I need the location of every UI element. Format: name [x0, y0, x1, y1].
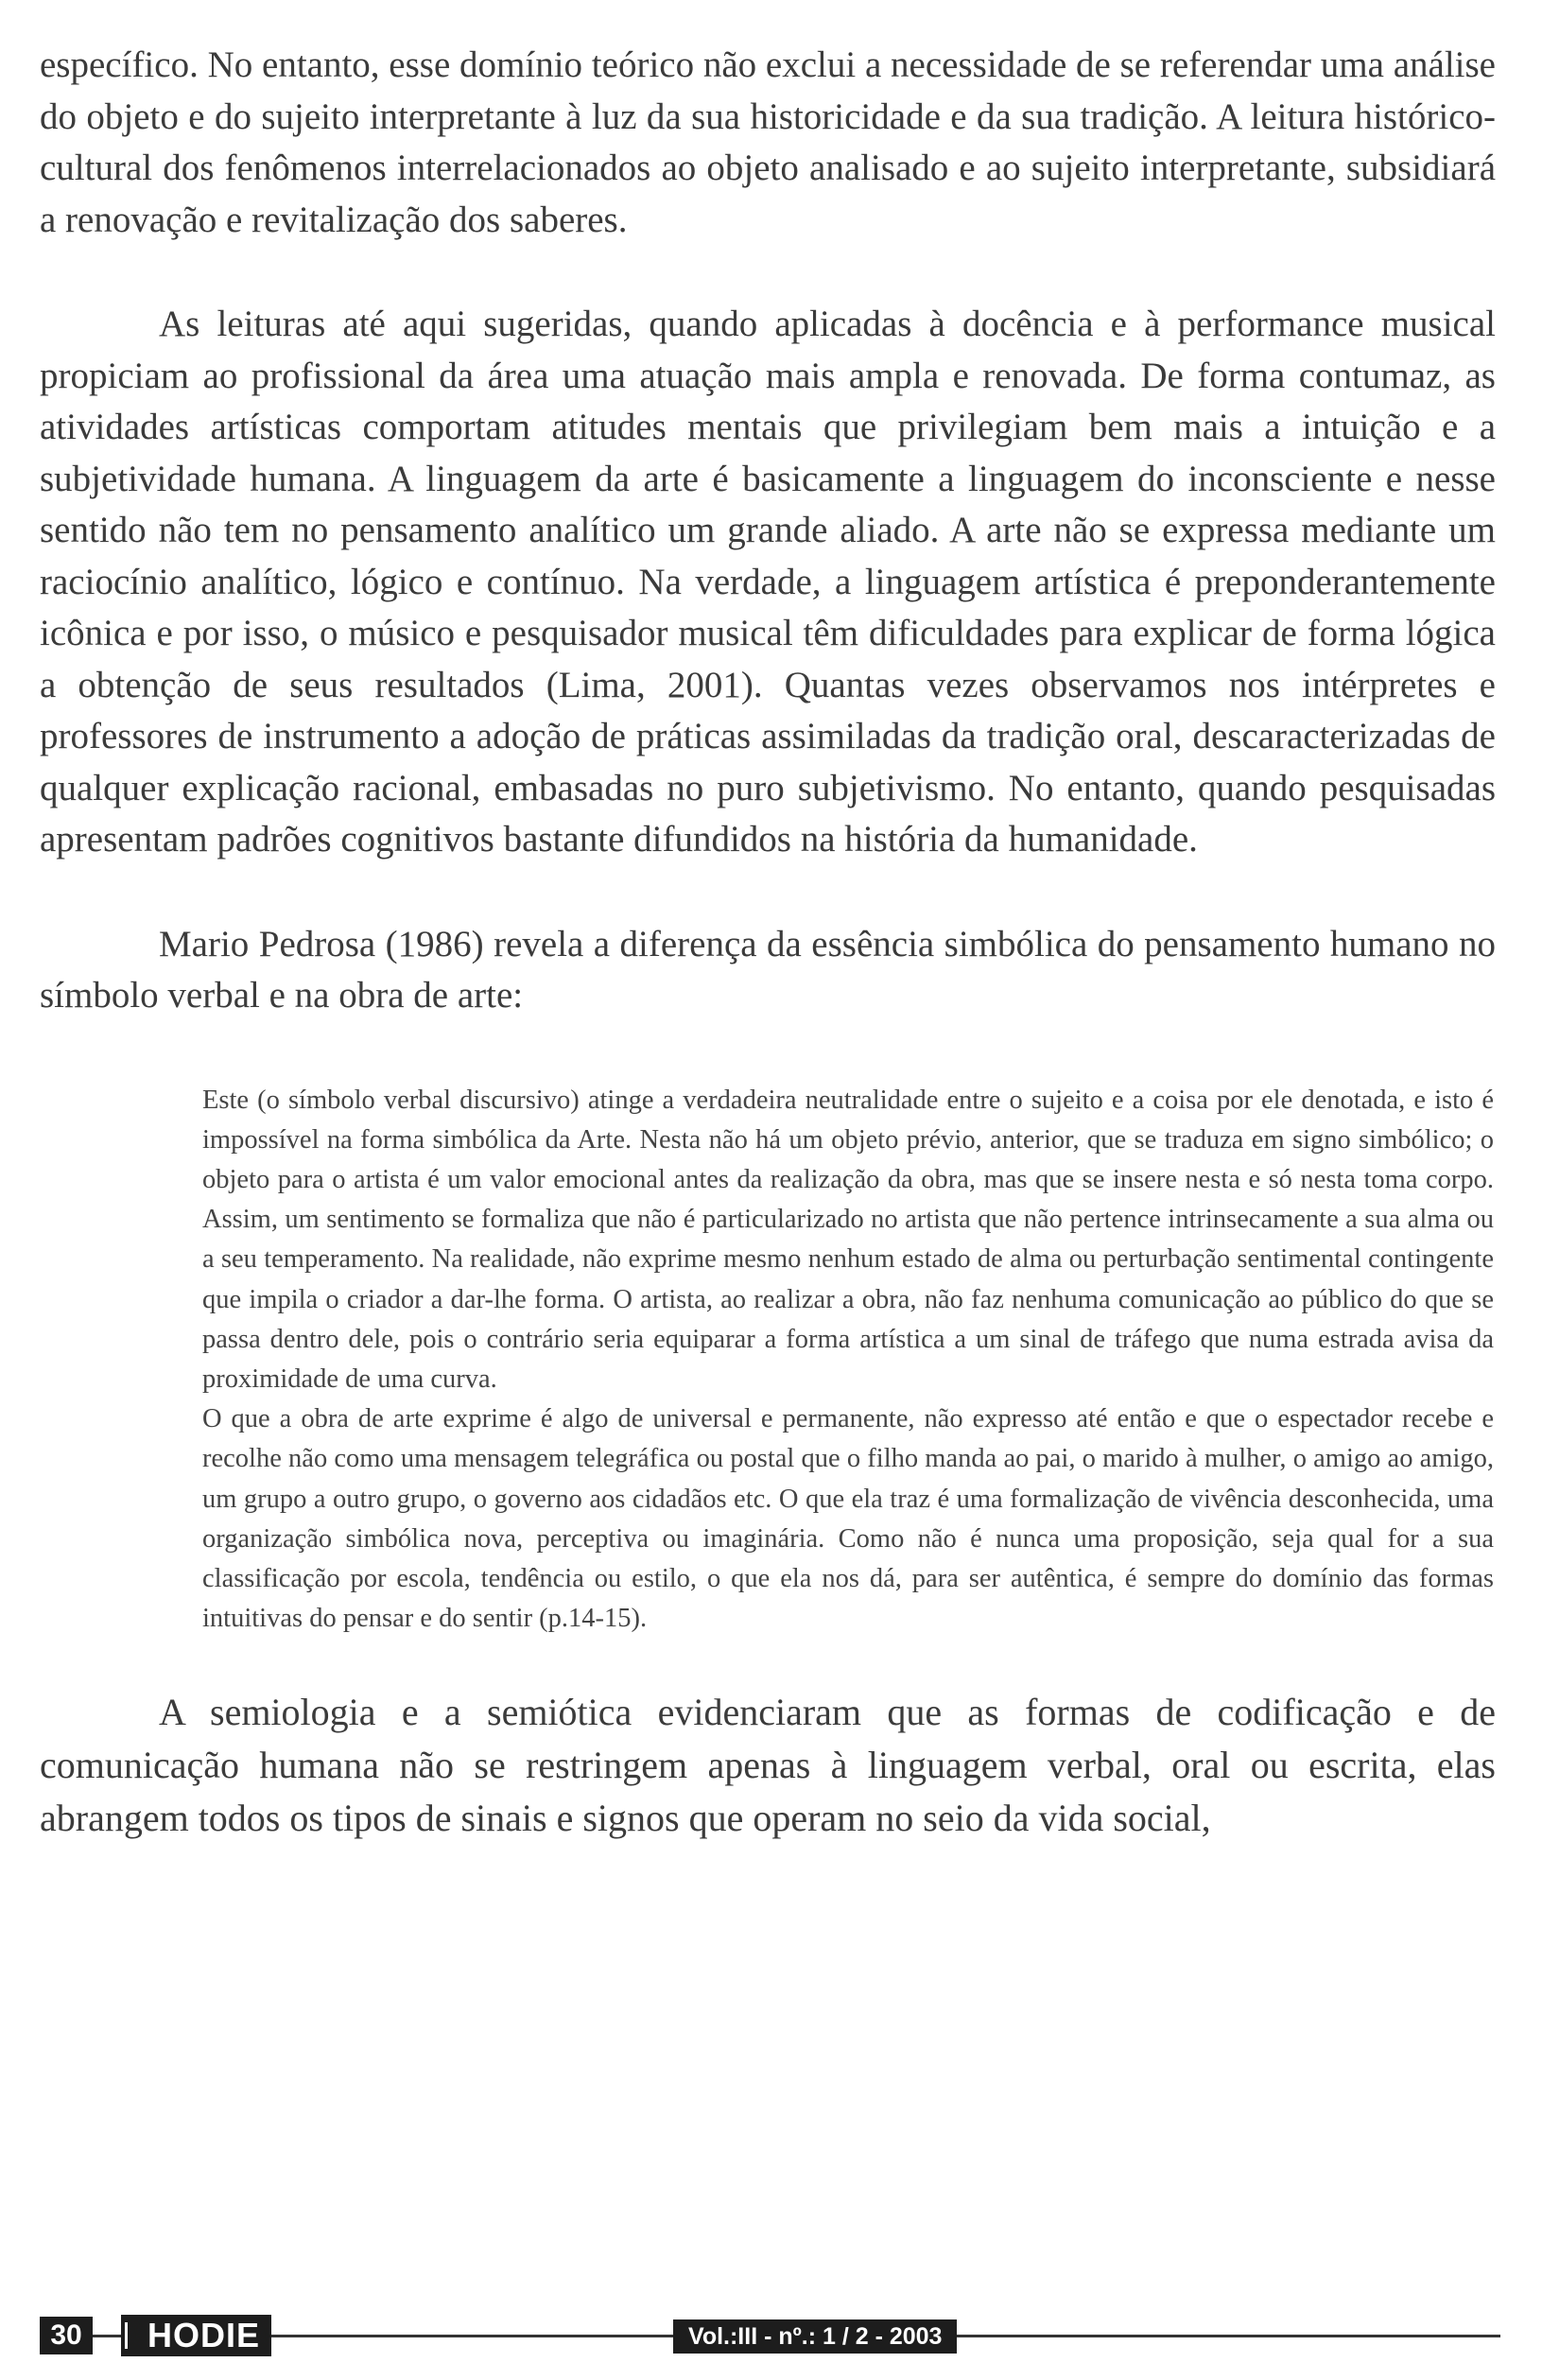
page-number: 30	[40, 2317, 93, 2354]
journal-name: HODIE	[147, 2316, 261, 2354]
quote-paragraph-2: O que a obra de arte exprime é algo de universal e permanente, não expresso até então e que o espectador recebe e recolhe não como uma mensagem telegráfica ou postal que o filho manda ao pai, o marido à mulher, o amigo ao amigo, um grupo a outro grupo, o governo aos cidadãos etc. O que ela traz é uma formalização de vivência desconhecida, uma organização simbólica nova, perceptiva ou imaginária. Como não é nunca uma proposição, seja qual for a sua classificação por escola, tendência ou estilo, o que ela nos dá, para ser autêntica, é sempre do domínio das formas intuitivas do pensar e do sentir (p.14-15).	[202, 1404, 1494, 1634]
quote-paragraph-1: Este (o símbolo verbal discursivo) atinge a verdadeira neutralidade entre o sujeito e a coisa por ele denotada, e isto é impossível na forma simbólica da Arte. Nesta não há um objeto prévio, anterior, que se traduza em signo simbólico; o objeto para o artista é um valor emocional antes da realização da obra, mas que se insere nesta e só nesta toma corpo. Assim, um sentimento se formaliza que não é particularizado no artista que não pertence intrinsecamente a sua alma ou a seu temperamento. Na realidade, não exprime mesmo nenhum estado de alma ou perturbação sentimental contingente que impila o criador a dar-lhe forma. O artista, ao realizar a obra, não faz nenhuma comunicação ao público do que se passa dentro dele, pois o contrário seria equiparar a forma artística a um sinal de tráfego que numa estrada avisa da proximidade de uma curva.	[202, 1085, 1494, 1394]
paragraph-intro: específico. No entanto, esse domínio teórico não exclui a necessidade de se referendar uma análise do objeto e do sujeito interpretante à luz da sua historicidade e da sua tradição. A leitura histórico-cultural dos fenômenos interrelacionados ao objeto analisado e ao sujeito interpretante, subsidiará a renovação e revitalização dos saberes.	[40, 44, 1496, 240]
page-body	[40, 40, 1496, 1845]
page-footer	[40, 2315, 1500, 2356]
paragraph-pedrosa: Mario Pedrosa (1986) revela a diferença da essência simbólica do pensamento humano no símbolo verbal e na obra de arte:	[40, 923, 1496, 1016]
paragraph-leituras: As leituras até aqui sugeridas, quando aplicadas à docência e à performance musical propiciam ao profissional da área uma atuação mais ampla e renovada. De forma contumaz, as atividades artísticas comportam atitudes mentais que privilegiam bem mais a intuição e a subjetividade humana. A linguagem da arte é basicamente a linguagem do inconsciente e nesse sentido não tem no pensamento analítico um grande aliado. A arte não se expressa mediante um raciocínio analítico, lógico e contínuo. Na verdade, a linguagem artística é preponderantemente icônica e por isso, o músico e pesquisador musical têm dificuldades para explicar de forma lógica a obtenção de seus resultados (Lima, 2001). Quantas vezes observamos nos intérpretes e professores de instrumento a adoção de práticas assimiladas da tradição oral, descaracterizadas de qualquer explicação racional, embasadas no puro subjetivismo. No entanto, quando pesquisadas apresentam padrões cognitivos bastante difundidos na história da humanidade.	[40, 304, 1496, 860]
paragraph-semiologia: A semiologia e a semiótica evidenciaram que as formas de codificação e de comunicação humana não se restringem apenas à linguagem verbal, oral ou escrita, elas abrangem todos os tipos de sinais e signos que operam no seio da vida social,	[40, 1691, 1496, 1840]
journal-logo	[121, 2315, 271, 2356]
volume-label: Vol.:III - nº.: 1 / 2 - 2003	[673, 2319, 957, 2354]
block-quote	[202, 1081, 1494, 1640]
logo-mark-icon	[125, 2322, 141, 2349]
